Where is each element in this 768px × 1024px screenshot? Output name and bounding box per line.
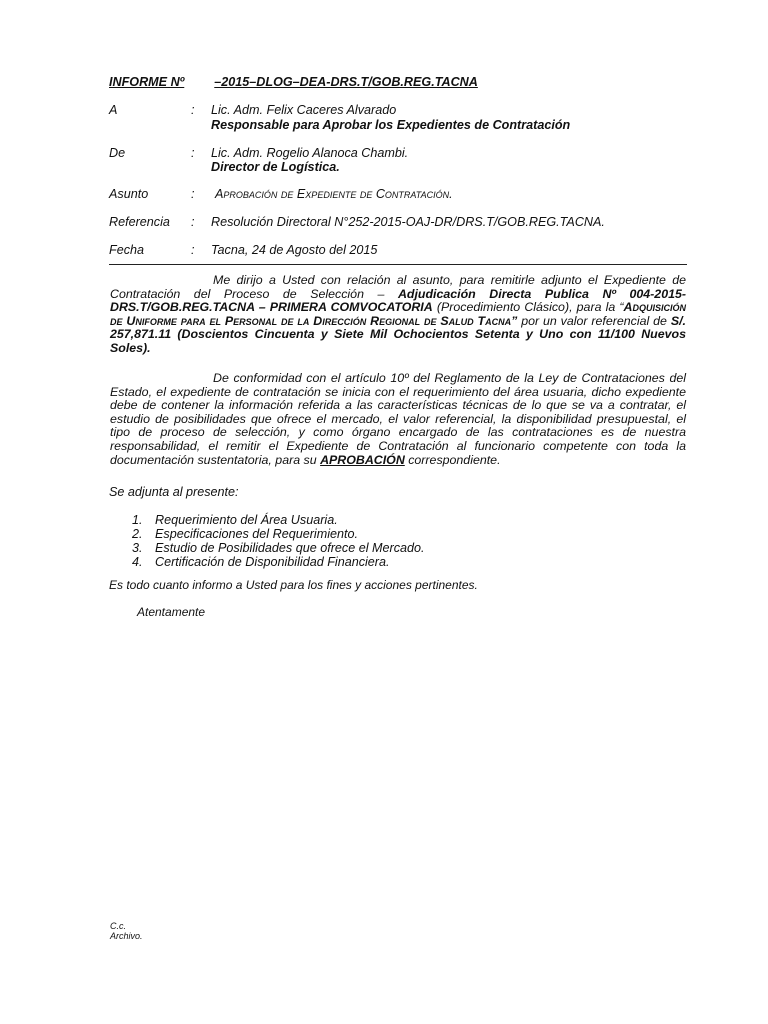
report-title <box>109 75 478 89</box>
footer-archivo: Archivo. <box>110 931 143 941</box>
field-referencia-sep: : <box>191 215 195 229</box>
paragraph-2 <box>110 372 686 467</box>
field-asunto-label: Asunto <box>109 187 149 201</box>
report-number: –2015–DLOG–DEA-DRS.T/GOB.REG.TACNA <box>214 75 478 89</box>
p1-text-3: por un valor referencial de <box>517 313 671 328</box>
list-item-num: 4. <box>132 555 143 569</box>
paragraph-1 <box>110 274 686 356</box>
p1-subject: Adquisición de Uniforme para el Personal de la Dirección Regional de Salud Tacna <box>110 300 686 328</box>
field-de-label: De <box>109 146 126 160</box>
signature-salutation: Atentamente <box>137 605 206 619</box>
list-item: Requerimiento del Área Usuaria. <box>155 513 338 527</box>
field-fecha-label: Fecha <box>109 243 145 257</box>
p2-approval: APROBACIÓN <box>320 452 405 467</box>
field-a-label: A <box>109 103 118 117</box>
report-label: INFORME Nº <box>109 75 185 89</box>
field-referencia-label: Referencia <box>109 215 170 229</box>
field-fecha-sep: : <box>191 243 195 257</box>
field-de-role: Director de Logística. <box>211 160 340 174</box>
p2-text-2: correspondiente. <box>404 452 501 467</box>
field-asunto-sep: : <box>191 187 195 201</box>
p1-text-2: (Procedimiento Clásico), para la “ <box>432 300 624 315</box>
list-item: Estudio de Posibilidades que ofrece el Mercado. <box>155 541 425 555</box>
p1-text-1: Me dirijo a Usted con relación al asunto, para remitirle adjunto el Expediente de Contratación del Proceso de Selección – <box>110 273 686 301</box>
field-de-sep: : <box>191 146 195 160</box>
footer-cc: C.c. <box>110 921 127 931</box>
p2-text-1: De conformidad con el artículo 10º del Reglamento de la Ley de Contrataciones del Estado, el expediente de contratación se inicia con el requerimiento del área usuaria, dicho expediente debe de contener la información referida a las características técnicas de lo que se va a contratar, el estudio de posibilidades que ofrece el mercado, el valor referencial, la disponibilidad presupuestal, el tipo de proceso de selección, y como órgano encargado de las contrataciones es de nuestra responsabilidad, el remitir el Expediente de Contratación al funcionario competente con toda la documentación sustentatoria, para su <box>110 371 686 467</box>
header-divider <box>109 264 687 265</box>
list-item-num: 1. <box>132 513 143 527</box>
field-a-role: Responsable para Aprobar los Expedientes de Contratación <box>211 118 571 132</box>
list-item: Especificaciones del Requerimiento. <box>155 527 359 541</box>
attachments-heading: Se adjunta al presente: <box>109 485 239 499</box>
p1-quote-close: ” <box>511 313 518 328</box>
p1-bold-1: Adjudicación Directa Publica Nº 004-2015-DRS.T/GOB.REG.TACNA – PRIMERA COMVOCATORIA <box>110 286 686 315</box>
field-fecha-value: Tacna, 24 de Agosto del 2015 <box>211 243 378 257</box>
field-a-sep: : <box>191 103 195 117</box>
list-item: Certificación de Disponibilidad Financiera. <box>155 555 390 569</box>
p1-amount: S/. 257,871.11 (Doscientos Cincuenta y Siete Mil Ochocientos Setenta y Uno con 11/100 Nuevos Soles). <box>110 313 686 355</box>
closing-sentence: Es todo cuanto informo a Usted para los fines y acciones pertinentes. <box>109 578 478 592</box>
field-referencia-value: Resolución Directoral N°252-2015-OAJ-DR/DRS.T/GOB.REG.TACNA. <box>211 215 605 229</box>
list-item-num: 2. <box>132 527 143 541</box>
field-de-name: Lic. Adm. Rogelio Alanoca Chambi. <box>211 146 409 160</box>
field-a-name: Lic. Adm. Felix Caceres Alvarado <box>211 103 397 117</box>
list-item-num: 3. <box>132 541 143 555</box>
field-asunto-value: Aprobación de Expediente de Contratación. <box>215 187 453 201</box>
